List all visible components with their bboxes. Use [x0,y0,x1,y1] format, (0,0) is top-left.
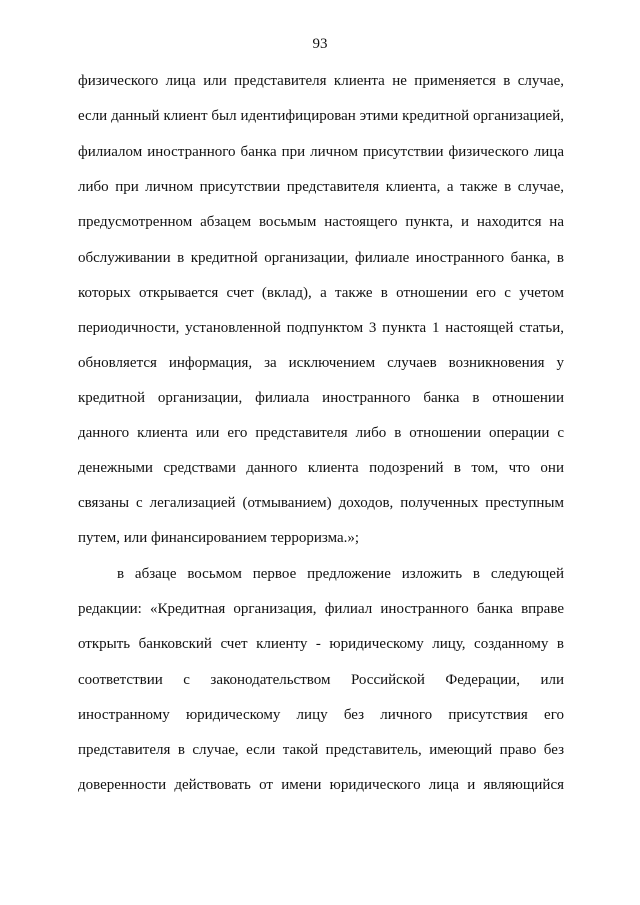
text-line: данного клиента или его представителя либо в отношении операции с [78,425,564,441]
text-line: денежными средствами данного клиента подозрений в том, что они [78,460,564,476]
text-line: путем, или финансированием терроризма.»; [78,530,360,546]
text-line: представителя в случае, если такой представитель, имеющий право без [78,742,564,758]
text-line: предусмотренном абзацем восьмым настоящего пункта, и находится на [78,214,564,230]
page-number: 93 [312,36,328,52]
text-line: периодичности, установленной подпунктом 3 пункта 1 настоящей статьи, [78,320,564,336]
text-line: иностранному юридическому лицу без личного присутствия его [78,707,564,723]
text-line: если данный клиент был идентифицирован этими кредитной организацией, [78,108,564,124]
text-line: филиалом иностранного банка при личном присутствии физического лица [78,144,564,160]
text-line: обслуживании в кредитной организации, филиале иностранного банка, в [78,250,564,266]
text-line: которых открывается счет (вклад), а также в отношении его с учетом [78,285,564,301]
text-line: либо при личном присутствии представителя клиента, а также в случае, [78,179,564,195]
text-line: связаны с легализацией (отмыванием) доходов, полученных преступным [78,495,564,511]
text-line: в абзаце восьмом первое предложение изложить в следующей [117,566,564,582]
text-line: открыть банковский счет клиенту - юридическому лицу, созданному в [78,636,564,652]
text-line: редакции: «Кредитная организация, филиал иностранного банка вправе [78,601,564,617]
text-line: физического лица или представителя клиента не применяется в случае, [78,73,564,89]
text-line: обновляется информация, за исключением случаев возникновения у [78,355,564,371]
text-line: доверенности действовать от имени юридического лица и являющийся [78,777,564,793]
text-line: кредитной организации, филиала иностранного банка в отношении [78,390,564,406]
text-line: соответствии с законодательством Российской Федерации, или [78,672,564,688]
